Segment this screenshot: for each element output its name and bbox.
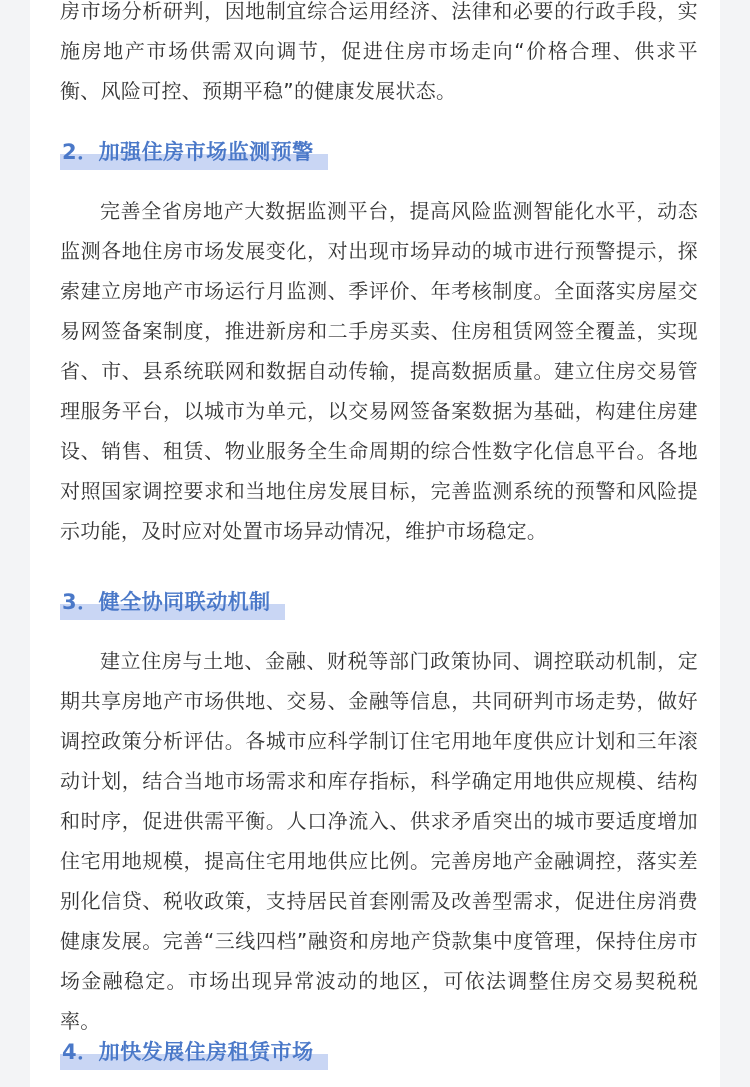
article-page <box>30 0 720 1087</box>
paragraph-monitoring: 完善全省房地产大数据监测平台，提高风险监测智能化水平，动态监测各地住房市场发展变化，对出现市场异动的城市进行预警提示，探索建立房地产市场运行月监测、季评价、年考核制度。全面落实房屋交易网签备案制度，推进新房和二手房买卖、住房租赁网签全覆盖，实现省、市、县系统联网和数据自动传输，提高数据质量。建立住房交易管理服务平台，以城市为单元，以交易网签备案数据为基础，构建住房建设、销售、租赁、物业服务全生命周期的综合性数字化信息平台。各地对照国家调控要求和当地住房发展目标，完善监测系统的预警和风险提示功能，及时应对处置市场异动情况，维护市场稳定。 <box>60 199 698 543</box>
section-heading-monitoring: 2．加强住房市场监测预警 <box>60 134 328 170</box>
paragraph-intro-continuation: 房市场分析研判，因地制宜综合运用经济、法律和必要的行政手段，实施房地产市场供需双向调节，促进住房市场走向“价格合理、供求平衡、风险可控、预期平稳”的健康发展状态。 <box>60 0 698 103</box>
section-heading-coordination: 3．健全协同联动机制 <box>60 584 285 620</box>
paragraph-coordination: 建立住房与土地、金融、财税等部门政策协同、调控联动机制，定期共享房地产市场供地、交易、金融等信息，共同研判市场走势，做好调控政策分析评估。各城市应科学制订住宅用地年度供应计划和三年滚动计划，结合当地市场需求和库存指标，科学确定用地供应规模、结构和时序，促进供需平衡。人口净流入、供求矛盾突出的城市要适度增加住宅用地规模，提高住宅用地供应比例。完善房地产金融调控，落实差别化信贷、税收政策，支持居民首套刚需及改善型需求，促进住房消费健康发展。完善“三线四档”融资和房地产贷款集中度管理，保持住房市场金融稳定。市场出现异常波动的地区，可依法调整住房交易契税税率。 <box>60 649 698 1033</box>
section-heading-rental-market: 4．加快发展住房租赁市场 <box>60 1034 328 1070</box>
